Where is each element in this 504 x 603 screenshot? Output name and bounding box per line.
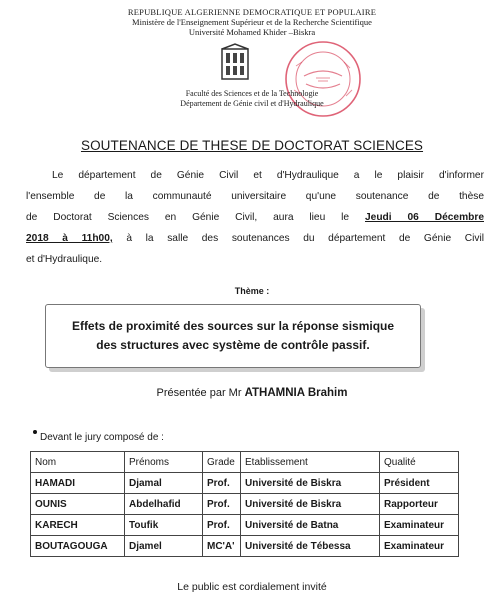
jury-institution: Université de Tébessa	[241, 536, 380, 557]
table-row	[31, 536, 459, 557]
jury-firstname: Djamal	[125, 473, 203, 494]
announcement-line: l'ensemble de la communauté universitaire qu'une soutenance de thèse	[26, 191, 484, 202]
theme-box	[45, 304, 421, 368]
jury-name: BOUTAGOUGA	[31, 536, 125, 557]
theme-text-line: des structures avec système de contrôle passif.	[96, 338, 370, 352]
bullet-icon	[33, 430, 37, 434]
defense-time: 2018 à 11h00,	[26, 233, 113, 244]
jury-institution: Université de Biskra	[241, 494, 380, 515]
jury-role: Examinateur	[380, 515, 459, 536]
header-cell: Qualité	[380, 452, 459, 473]
jury-institution: Université de Biskra	[241, 473, 380, 494]
header-cell: Prénoms	[125, 452, 203, 473]
university-logo	[220, 43, 250, 81]
jury-institution: Université de Batna	[241, 515, 380, 536]
faculty-heading: Faculté des Sciences et de la Technologie	[185, 89, 319, 98]
department-heading: Département de Génie civil et d'Hydraulique	[180, 99, 324, 108]
jury-grade: Prof.	[203, 515, 241, 536]
table-header-row	[31, 452, 459, 473]
presenter-name: ATHAMNIA Brahim	[244, 387, 348, 399]
document-title: SOUTENANCE DE THESE DE DOCTORAT SCIENCES	[80, 138, 424, 153]
table-row	[31, 473, 459, 494]
republic-heading: REPUBLIQUE ALGERIENNE DEMOCRATIQUE ET POPULAIRE	[127, 7, 377, 17]
announcement-line	[26, 228, 484, 249]
announcement-line: et d'Hydraulique.	[26, 254, 103, 265]
table-row	[31, 494, 459, 515]
defense-date: Jeudi 06 Décembre	[365, 212, 484, 223]
announcement-line	[26, 207, 484, 228]
university-heading: Université Mohamed Khider –Biskra	[188, 27, 316, 37]
header-cell: Nom	[31, 452, 125, 473]
jury-role: Examinateur	[380, 536, 459, 557]
jury-firstname: Djamel	[125, 536, 203, 557]
ministry-heading: Ministère de l'Enseignement Supérieur et de la Recherche Scientifique	[132, 17, 372, 27]
header-cell: Grade	[203, 452, 241, 473]
announcement-paragraph	[26, 165, 484, 270]
jury-grade: MC'A'	[203, 536, 241, 557]
jury-table	[30, 451, 459, 557]
header-cell: Etablissement	[241, 452, 380, 473]
announcement-text: de Doctorat Sciences en Génie Civil, aura lieu le	[26, 212, 350, 223]
presenter-prefix: Présentée par Mr	[156, 387, 242, 399]
theme-label: Thème :	[234, 286, 270, 296]
closing-line: Le public est cordialement invité	[177, 581, 327, 593]
presenter-line	[0, 387, 504, 399]
jury-grade: Prof.	[203, 494, 241, 515]
jury-firstname: Abdelhafid	[125, 494, 203, 515]
announcement-line: Le département de Génie Civil et d'Hydraulique a le plaisir d'informer	[52, 170, 484, 181]
jury-role: Rapporteur	[380, 494, 459, 515]
jury-intro-text: Devant le jury composé de :	[40, 432, 164, 443]
announcement-text: à la salle des soutenances du département de Génie Civil	[126, 233, 484, 244]
jury-firstname: Toufik	[125, 515, 203, 536]
jury-name: OUNIS	[31, 494, 125, 515]
jury-intro	[33, 430, 164, 443]
theme-text-line: Effets de proximité des sources sur la réponse sismique	[71, 319, 395, 333]
jury-name: KARECH	[31, 515, 125, 536]
jury-name: HAMADI	[31, 473, 125, 494]
jury-grade: Prof.	[203, 473, 241, 494]
jury-role: Président	[380, 473, 459, 494]
table-row	[31, 515, 459, 536]
